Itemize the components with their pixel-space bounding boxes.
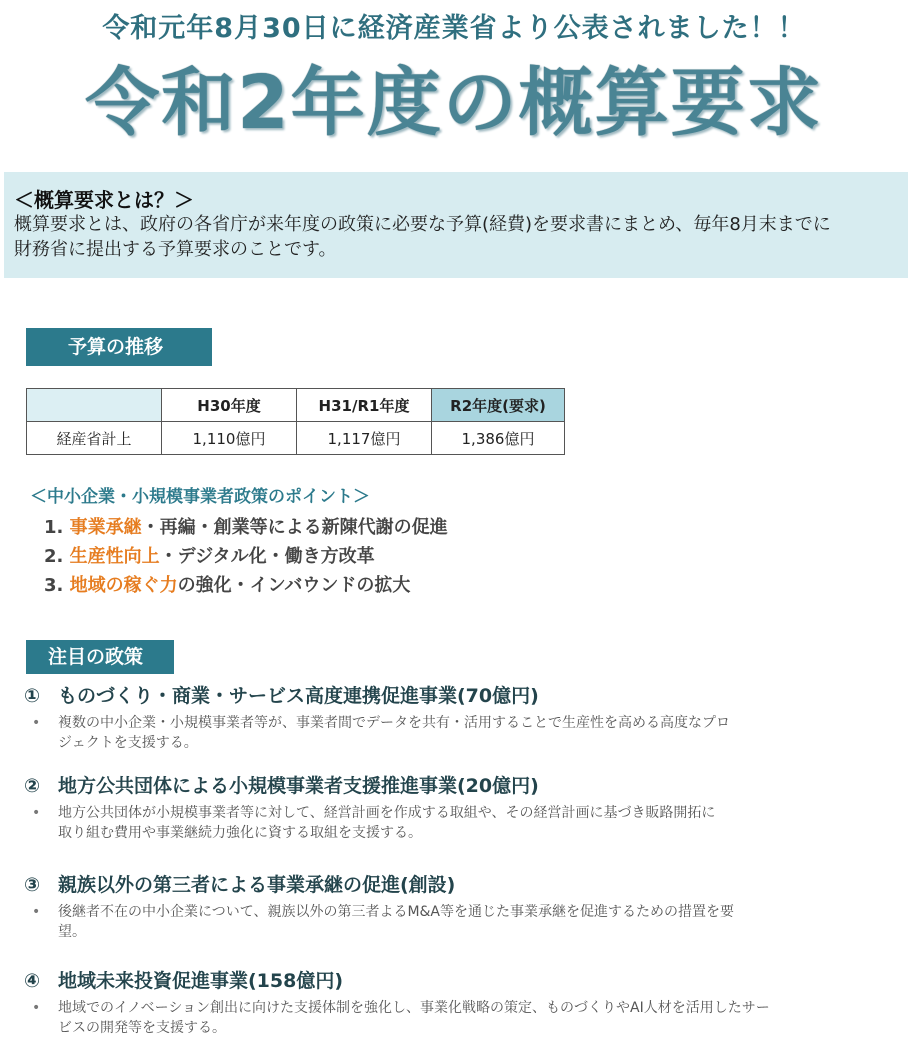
- policy-description: [24, 902, 884, 942]
- policy-title-text: ものづくり・商業・サービス高度連携促進事業(70億円): [58, 685, 539, 707]
- table-header-cell: [27, 389, 162, 422]
- table-header-row: [27, 389, 565, 422]
- policy-desc-line: 後継者不在の中小企業について、親族以外の第三者よるM&A等を通じた事業承継を促進するための措置を要: [58, 904, 735, 920]
- policy-title: [24, 771, 884, 801]
- policy-description: [24, 803, 884, 843]
- list-item: [44, 513, 448, 542]
- policy-number: ②: [24, 775, 41, 797]
- table-row-label: 経産省計上: [27, 422, 162, 455]
- policy-item: [24, 771, 884, 843]
- policy-desc-line: 望。: [58, 924, 86, 940]
- policy-desc-line: ビスの開発等を支援する。: [58, 1020, 226, 1036]
- policy-number: ④: [24, 970, 41, 992]
- table-row: [27, 422, 565, 455]
- point-number: 2.: [44, 546, 64, 567]
- table-header-cell: H31/R1年度: [297, 389, 432, 422]
- points-heading: ＜中小企業・小規模事業者政策のポイント＞: [30, 487, 370, 507]
- point-text: ・デジタル化・働き方改革: [159, 546, 375, 567]
- policy-desc-line: 地域でのイノベーション創出に向けた支援体制を強化し、事業化戦略の策定、ものづくりやAI人材を活用したサー: [58, 1000, 770, 1016]
- list-item: [44, 542, 448, 571]
- policy-desc-line: 複数の中小企業・小規模事業者等が、事業者間でデータを共有・活用することで生産性を高める高度なプロ: [58, 715, 730, 731]
- point-text: の強化・インバウンドの拡大: [177, 575, 411, 596]
- table-header-cell: R2年度(要求): [432, 389, 565, 422]
- point-highlight: 事業承継: [69, 517, 142, 538]
- point-number: 1.: [44, 517, 64, 538]
- policy-desc-line: ジェクトを支援する。: [58, 735, 198, 751]
- bullet-icon: •: [32, 904, 41, 920]
- points-list: [44, 513, 448, 600]
- policy-title-text: 地域未来投資促進事業(158億円): [58, 970, 344, 992]
- bullet-icon: •: [32, 805, 41, 821]
- policy-title: [24, 870, 884, 900]
- definition-line-2: 財務省に提出する予算要求のことです。: [14, 239, 337, 260]
- policy-number: ①: [24, 685, 41, 707]
- policy-title: [24, 681, 884, 711]
- point-text: ・再編・創業等による新陳代謝の促進: [141, 517, 448, 538]
- point-highlight: 生産性向上: [69, 546, 160, 567]
- point-highlight: 地域の稼ぐ力: [69, 575, 178, 596]
- policy-description: [24, 998, 884, 1038]
- policy-title-text: 地方公共団体による小規模事業者支援推進事業(20億円): [58, 775, 539, 797]
- definition-line-1: 概算要求とは、政府の各省庁が来年度の政策に必要な予算(経費)を要求書にまとめ、毎年8月末までに: [14, 214, 831, 235]
- budget-section-label: 予算の推移: [26, 328, 212, 366]
- table-cell: 1,117億円: [297, 422, 432, 455]
- policy-title-text: 親族以外の第三者による事業承継の促進(創設): [58, 874, 456, 896]
- page-title: 令和2年度の概算要求: [85, 60, 823, 146]
- policy-section-label: 注目の政策: [26, 640, 174, 674]
- policy-item: [24, 966, 884, 1038]
- bullet-icon: •: [32, 1000, 41, 1016]
- policy-title: [24, 966, 884, 996]
- bullet-icon: •: [32, 715, 41, 731]
- budget-table: [26, 388, 565, 455]
- policy-item: [24, 870, 884, 942]
- table-cell: 1,386億円: [432, 422, 565, 455]
- policy-description: [24, 713, 884, 753]
- policy-item: [24, 681, 884, 753]
- policy-desc-line: 地方公共団体が小規模事業者等に対して、経営計画を作成する取組や、その経営計画に基づき販路開拓に: [58, 805, 716, 821]
- point-number: 3.: [44, 575, 64, 596]
- page-subtitle: 令和元年8月30日に経済産業省より公表されました！！: [102, 13, 806, 44]
- table-header-cell: H30年度: [162, 389, 297, 422]
- definition-heading: ＜概算要求とは？＞: [14, 188, 194, 212]
- definition-box: [4, 172, 908, 278]
- policy-desc-line: 取り組む費用や事業継続力強化に資する取組を支援する。: [58, 825, 422, 841]
- table-cell: 1,110億円: [162, 422, 297, 455]
- policy-number: ③: [24, 874, 41, 896]
- list-item: [44, 571, 448, 600]
